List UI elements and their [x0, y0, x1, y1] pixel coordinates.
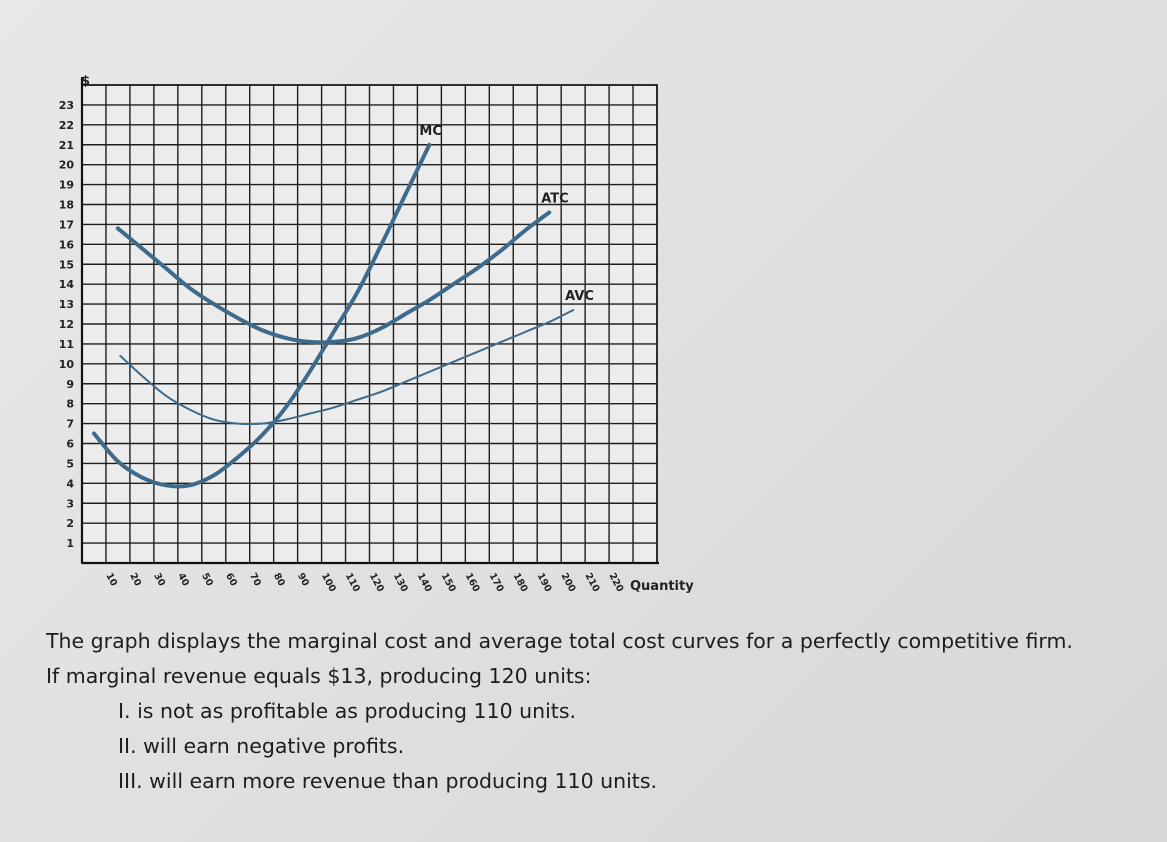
- y-tick-label: 19: [58, 178, 74, 192]
- x-tick-label: 50: [199, 571, 216, 589]
- x-tick-label: 130: [390, 571, 410, 594]
- y-tick-label: 14: [58, 278, 74, 292]
- x-tick-label: 100: [318, 571, 338, 594]
- y-tick-label: 2: [66, 517, 74, 531]
- x-tick-label: 60: [223, 571, 240, 589]
- x-axis-label: Quantity: [630, 579, 694, 594]
- x-tick-label: 170: [486, 571, 506, 594]
- x-tick-label: 190: [534, 571, 554, 594]
- mc-label: MC: [419, 123, 442, 139]
- y-tick-label: 10: [58, 357, 74, 371]
- x-tick-label: 150: [438, 571, 458, 594]
- x-tick-label: 30: [151, 571, 168, 589]
- x-tick-label: 40: [175, 571, 192, 589]
- x-tick-label: 110: [342, 571, 362, 594]
- x-tick-label: 180: [510, 571, 530, 594]
- y-tick-label: 17: [58, 218, 74, 232]
- option-2: II. will earn negative profits.: [118, 734, 405, 758]
- y-tick-label: 20: [58, 158, 74, 172]
- x-tick-label: 10: [103, 571, 120, 589]
- x-tick-label: 20: [127, 571, 144, 589]
- y-tick-label: 1: [66, 537, 74, 551]
- question-condition: If marginal revenue equals $13, producing 120 units:: [46, 664, 592, 688]
- y-tick-label: 18: [58, 198, 74, 212]
- atc-label: ATC: [541, 191, 569, 207]
- y-tick-label: 5: [66, 457, 74, 471]
- y-tick-label: 13: [58, 298, 74, 312]
- y-tick-label: 22: [58, 118, 74, 132]
- y-tick-label: 23: [58, 98, 74, 112]
- y-tick-label: 7: [66, 417, 74, 431]
- y-tick-label: 9: [66, 377, 74, 391]
- y-tick-label: 8: [66, 397, 74, 411]
- y-tick-label: 3: [66, 497, 74, 511]
- x-tick-label: 120: [366, 571, 386, 594]
- x-tick-label: 140: [414, 571, 434, 594]
- x-tick-label: 70: [247, 571, 263, 589]
- avc-label: AVC: [565, 289, 594, 305]
- y-tick-label: 15: [58, 258, 74, 272]
- y-tick-label: 6: [66, 437, 74, 451]
- y-tick-label: 16: [58, 238, 74, 252]
- y-tick-label: 12: [58, 318, 74, 331]
- question-prompt: The graph displays the marginal cost and average total cost curves for a perfectly competitive firm.: [46, 629, 1073, 653]
- question-block: [46, 624, 1156, 799]
- x-tick-label: 160: [462, 571, 482, 594]
- chart-grid: [82, 85, 657, 563]
- x-tick-label: 90: [294, 571, 311, 589]
- x-tick-label: 220: [606, 571, 626, 594]
- y-axis-label: $: [81, 74, 91, 89]
- y-tick-label: 21: [58, 138, 74, 152]
- y-tick-label: 4: [66, 477, 74, 491]
- x-tick-label: 200: [558, 571, 578, 594]
- x-tick-label: 80: [271, 571, 287, 589]
- y-tick-label: 11: [58, 337, 74, 351]
- option-1: I. is not as profitable as producing 110 units.: [118, 699, 577, 723]
- x-tick-label: 210: [582, 571, 602, 594]
- option-3: III. will earn more revenue than producing 110 units.: [118, 769, 658, 793]
